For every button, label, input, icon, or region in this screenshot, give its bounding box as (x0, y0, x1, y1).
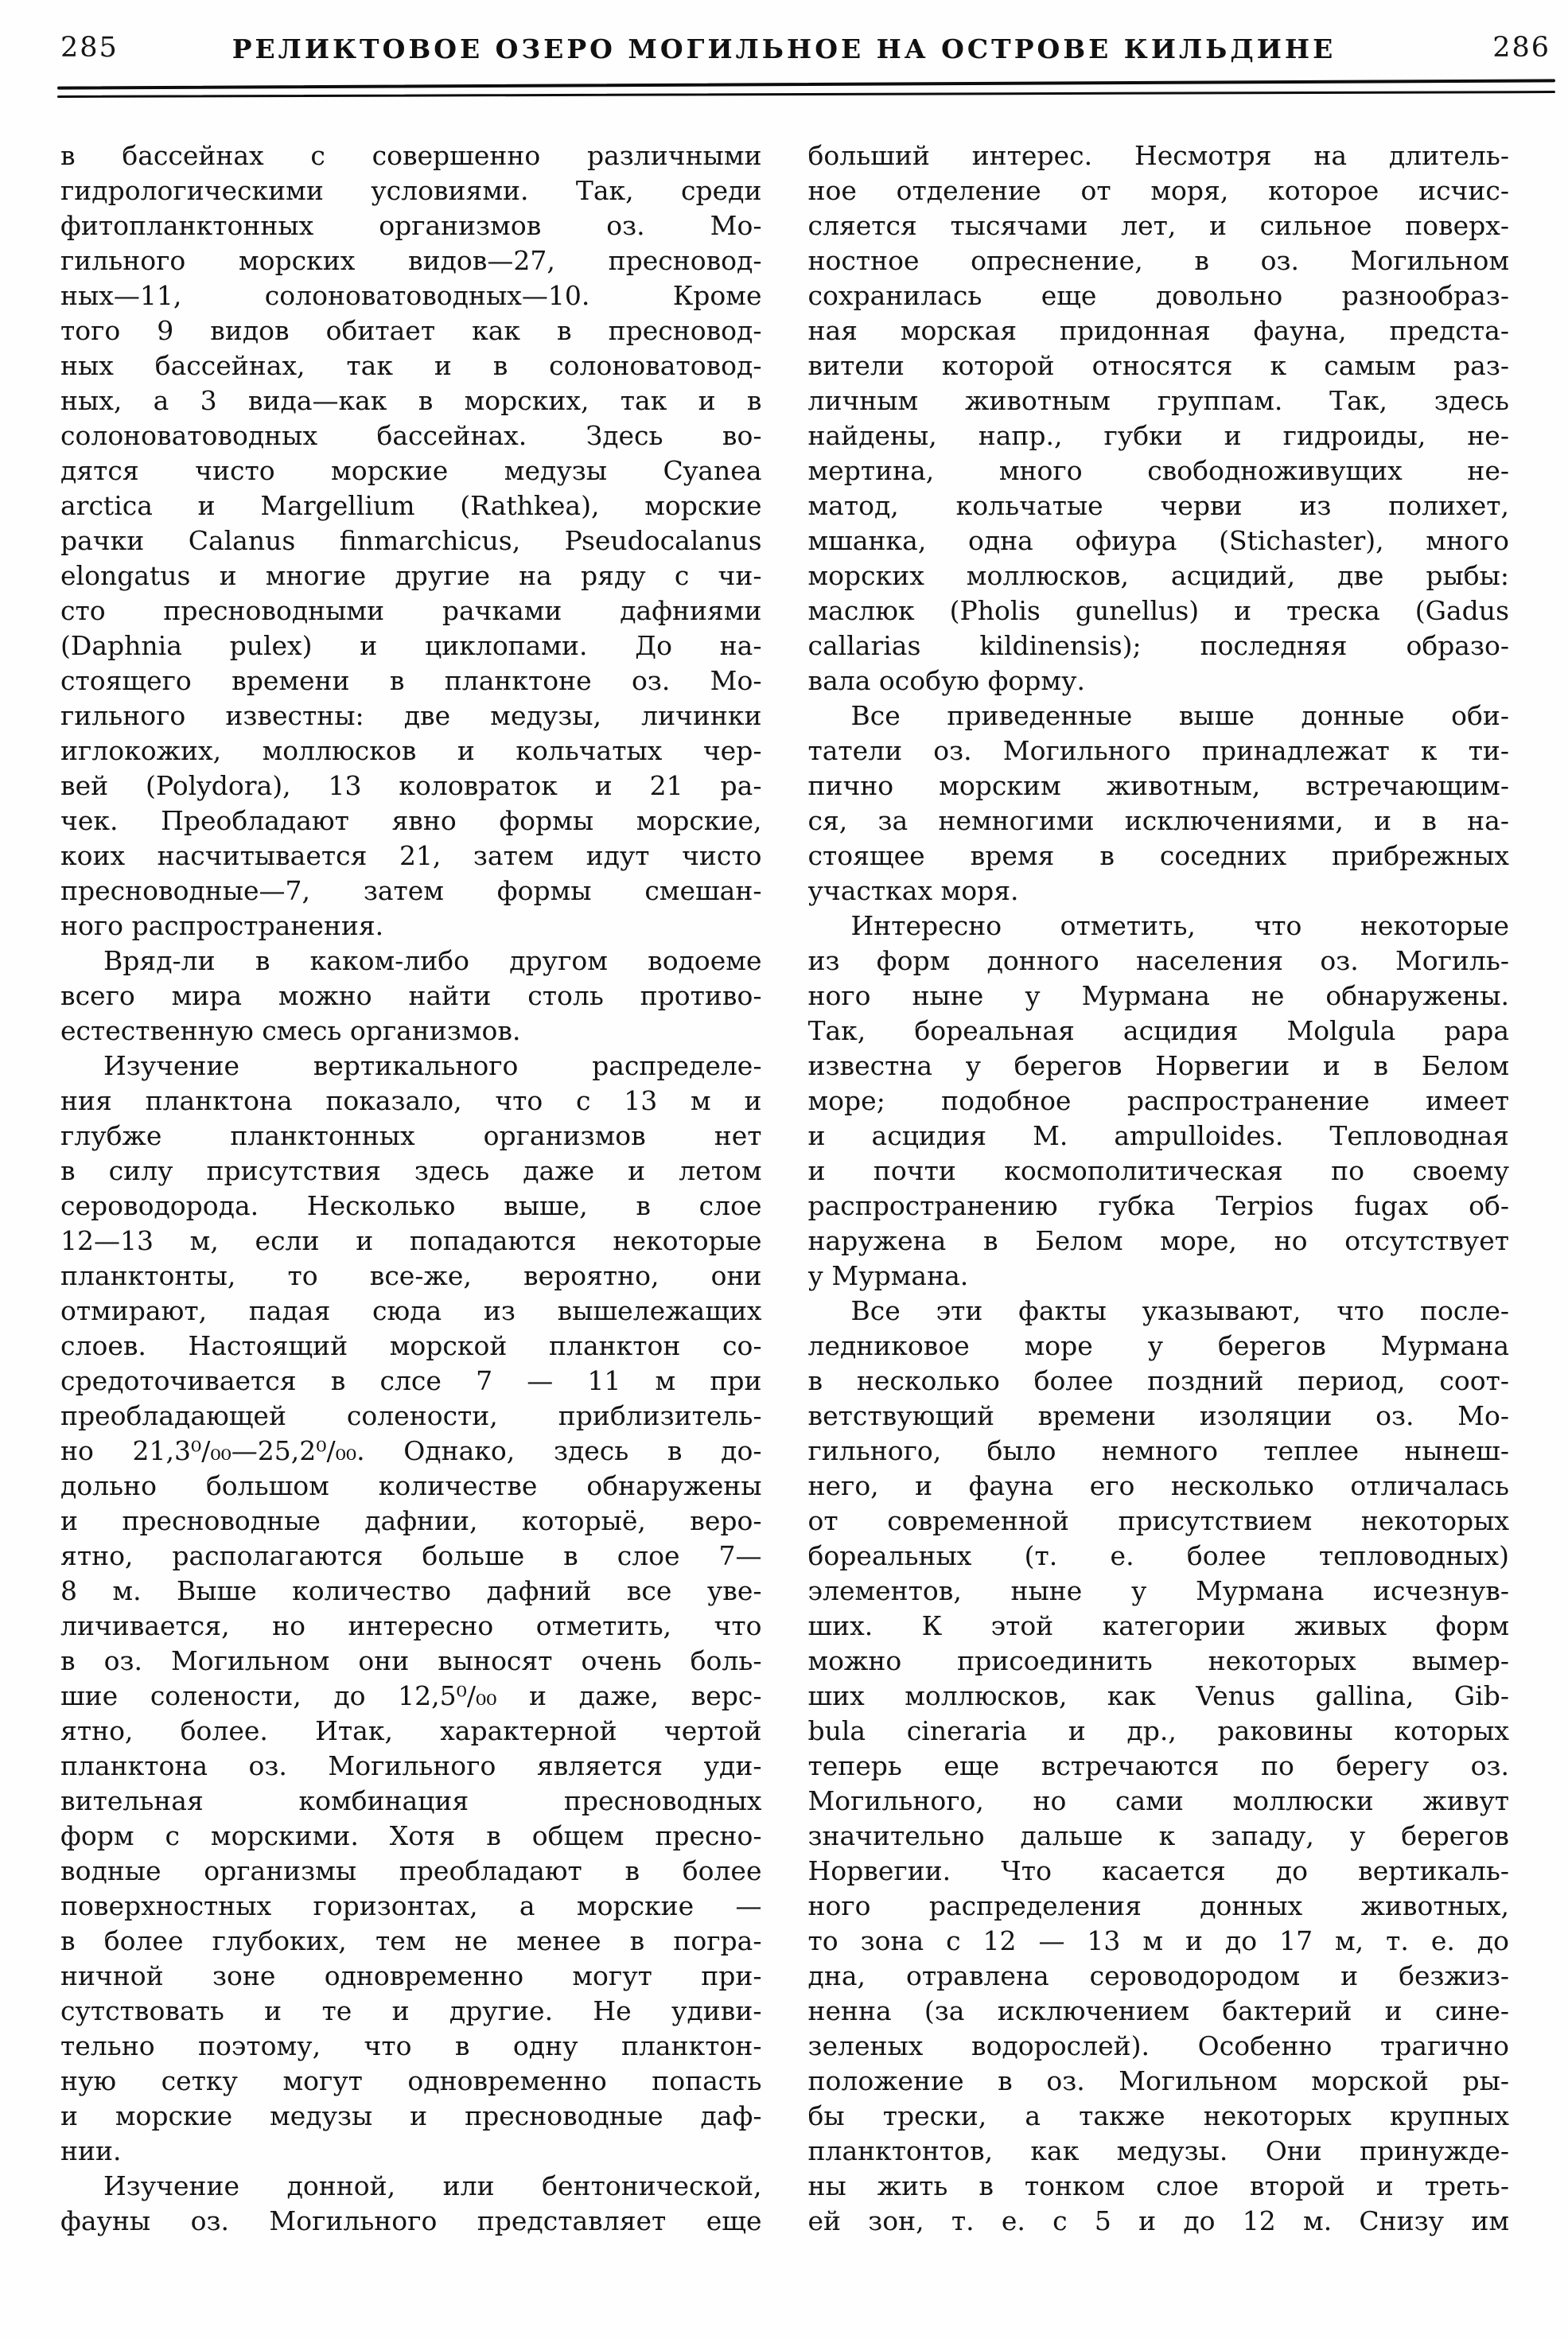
text-line: в оз. Могильном они выносят очень боль- (60, 1645, 762, 1676)
text-line: ших моллюсков, как Venus gallina, Gib- (807, 1680, 1509, 1711)
left-column (60, 138, 762, 2239)
text-line: ных бассейнах, так и в солоноватовод- (60, 350, 762, 381)
text-line: того 9 видов обитает как в пресновод- (60, 315, 762, 346)
text-line: Норвегии. Что касается до вертикаль- (807, 1855, 1509, 1886)
text-line: bula cineraria и др., раковины которых (807, 1715, 1509, 1746)
text-line: ная морская придонная фауна, предста- (807, 315, 1509, 346)
text-line: участках моря. (807, 875, 1019, 906)
text-line: рачки Calanus finmarchicus, Pseudocalanus (60, 525, 762, 556)
text-line: Могильного, но сами моллюски живут (807, 1785, 1509, 1816)
text-line: морских моллюсков, асцидий, две рыбы: (807, 560, 1509, 591)
text-line: ных, а 3 вида—как в морских, так и в (60, 385, 762, 416)
text-line: фауны оз. Могильного представляет еще (60, 2205, 762, 2236)
text-line: вей (Polydora), 13 коловраток и 21 ра- (60, 770, 762, 801)
text-line: ного распространения. (60, 910, 384, 941)
text-line: средоточивается в слсе 7 — 11 м при (60, 1365, 762, 1396)
text-line: сутствовать и те и другие. Не удиви- (60, 1995, 762, 2026)
text-line: от современной присутствием некоторых (807, 1505, 1509, 1536)
text-line: ничной зоне одновременно могут при- (60, 1960, 762, 1991)
text-line: фитопланктонных организмов оз. Мо- (60, 210, 762, 241)
text-line: планктонты, то все-же, вероятно, они (60, 1260, 762, 1291)
text-line: маслюк (Pholis gunellus) и треска (Gadus (807, 595, 1509, 626)
text-line: ное отделение от моря, которое исчис- (807, 175, 1509, 206)
text-line: глубже планктонных организмов нет (60, 1120, 762, 1151)
text-line: теперь еще встречаются по берегу оз. (807, 1750, 1509, 1781)
text-line: мшанка, одна офиура (Stichaster), много (807, 525, 1509, 556)
text-line: нии. (60, 2135, 122, 2166)
text-line: ностное опреснение, в оз. Могильном (807, 245, 1509, 276)
text-line: elongatus и многие другие на ряду с чи- (60, 560, 762, 591)
text-line: у Мурмана. (807, 1260, 969, 1291)
text-line: Вряд-ли в каком-либо другом водоеме (103, 945, 762, 976)
text-line: вительная комбинация пресноводных (60, 1785, 762, 1816)
text-line: матод, кольчатые черви из полихет, (807, 490, 1509, 521)
text-line: в более глубоких, тем не менее в погра- (60, 1925, 762, 1956)
text-line: ятно, более. Итак, характерной чертой (60, 1715, 762, 1746)
right-column (808, 138, 1510, 2239)
text-line: Все приведенные выше донные оби- (850, 700, 1509, 731)
text-line: него, и фауна его несколько отличалась (807, 1470, 1509, 1501)
text-line: вители которой относятся к самым раз- (807, 350, 1509, 381)
text-line: 12—13 м, если и попадаются некоторые (60, 1225, 762, 1256)
text-line: солоноватоводных бассейнах. Здесь во- (60, 420, 762, 451)
text-line: бореальных (т. е. более тепловодных) (807, 1540, 1509, 1571)
text-line: в бассейнах с совершенно различными (60, 140, 762, 171)
text-line: дольно большом количестве обнаружены (60, 1470, 762, 1501)
text-line: зеленых водорослей). Особенно трагично (807, 2030, 1509, 2061)
text-line: arctica и Margellium (Rathkea), морские (60, 490, 762, 521)
text-line: callarias kildinensis); последняя образо- (807, 630, 1509, 661)
text-line: гильного морских видов—27, пресновод- (60, 245, 762, 276)
text-line: преобладающей солености, приблизитель- (60, 1400, 762, 1431)
text-line: море; подобное распространение имеет (807, 1085, 1509, 1116)
text-line: Все эти факты указывают, что после- (850, 1295, 1509, 1326)
text-line: мертина, много свободноживущих не- (807, 455, 1509, 486)
text-line: ледниковое море у берегов Мурмана (807, 1330, 1509, 1361)
text-line: стоящее время в соседних прибрежных (807, 840, 1509, 871)
text-line: слоев. Настоящий морской планктон со- (60, 1330, 762, 1361)
page-header (0, 0, 1568, 121)
header-rule-top (57, 79, 1555, 89)
text-line: (Daphnia pulex) и циклопами. До на- (60, 630, 762, 661)
text-line: чек. Преобладают явно формы морские, (60, 805, 762, 836)
text-line: вала особую форму. (807, 665, 1085, 696)
text-line: известна у берегов Норвегии и в Белом (807, 1050, 1509, 1081)
text-line: значительно дальше к западу, у берегов (807, 1820, 1509, 1851)
text-line: ветствующий времени изоляции оз. Мо- (807, 1400, 1509, 1431)
text-line: и асцидия M. ampulloides. Тепловодная (807, 1120, 1509, 1151)
text-line: но 21,3⁰/₀₀—25,2⁰/₀₀. Однако, здесь в до- (60, 1435, 762, 1466)
text-line: татели оз. Могильного принадлежат к ти- (807, 735, 1509, 766)
text-line: и пресноводные дафнии, которыё, веро- (60, 1505, 762, 1536)
text-line: гильного известны: две медузы, личинки (60, 700, 762, 731)
text-line: всего мира можно найти столь противо- (60, 980, 762, 1011)
text-line: Так, бореальная асцидия Molgula papa (807, 1015, 1509, 1046)
text-line: распространению губка Terpios fugax об- (807, 1190, 1509, 1221)
text-line: элементов, ныне у Мурмана исчезнув- (807, 1575, 1509, 1606)
text-line: дятся чисто морские медузы Cyanea (60, 455, 762, 486)
text-line: наружена в Белом море, но отсутствует (807, 1225, 1509, 1256)
text-line: сохранилась еще довольно разнообраз- (807, 280, 1509, 311)
text-line: сляется тысячами лет, и сильное поверх- (807, 210, 1509, 241)
text-line: сто пресноводными рачками дафниями (60, 595, 762, 626)
text-line: сероводорода. Несколько выше, в слое (60, 1190, 762, 1221)
text-line: отмирают, падая сюда из вышележащих (60, 1295, 762, 1326)
header-rule-bottom (57, 91, 1555, 98)
text-line: пресноводные—7, затем формы смешан- (60, 875, 762, 906)
text-line: гильного, было немного теплее нынеш- (807, 1435, 1509, 1466)
text-line: шие солености, до 12,5⁰/₀₀ и даже, верс- (60, 1680, 762, 1711)
text-line: из форм донного населения оз. Могиль- (807, 945, 1509, 976)
text-line: личивается, но интересно отметить, что (60, 1610, 762, 1641)
text-line: в несколько более поздний период, соот- (807, 1365, 1509, 1396)
text-line: личным животным группам. Так, здесь (807, 385, 1509, 416)
text-line: больший интерес. Несмотря на длитель- (807, 140, 1509, 171)
text-line: ей зон, т. е. с 5 и до 12 м. Снизу им (807, 2205, 1509, 2236)
text-line: пично морским животным, встречающим- (807, 770, 1509, 801)
page-number-left: 285 (60, 32, 119, 64)
text-line: ятно, располагаются больше в слое 7— (60, 1540, 762, 1571)
text-line: положение в оз. Могильном морской ры- (807, 2065, 1509, 2096)
page-number-right: 286 (1492, 32, 1550, 64)
text-line: найдены, напр., губки и гидроиды, не- (807, 420, 1509, 451)
running-title: РЕЛИКТОВОЕ ОЗЕРО МОГИЛЬНОЕ НА ОСТРОВЕ КИЛЬДИНЕ (232, 33, 1336, 64)
text-line: тельно поэтому, что в одну планктон- (60, 2030, 762, 2061)
text-line: дна, отравлена сероводородом и безжиз- (807, 1960, 1509, 1991)
text-line: можно присоединить некоторых вымер- (807, 1645, 1509, 1676)
text-line: стоящего времени в планктоне оз. Мо- (60, 665, 762, 696)
text-line: ного распределения донных животных, (807, 1890, 1509, 1921)
text-line: гидрологическими условиями. Так, среди (60, 175, 762, 206)
text-line: Изучение вертикального распределе- (103, 1050, 762, 1081)
text-line: ненна (за исключением бактерий и сине- (807, 1995, 1509, 2026)
text-line: Изучение донной, или бентонической, (103, 2170, 762, 2201)
text-line: ших. К этой категории живых форм (807, 1610, 1509, 1641)
text-line: Интересно отметить, что некоторые (850, 910, 1509, 941)
text-line: и почти космополитическая по своему (807, 1155, 1509, 1186)
text-line: ную сетку могут одновременно попасть (60, 2065, 762, 2096)
text-line: в силу присутствия здесь даже и летом (60, 1155, 762, 1186)
text-line: естественную смесь организмов. (60, 1015, 521, 1046)
text-line: ния планктона показало, что с 13 м и (60, 1085, 762, 1116)
text-line: ся, за немногими исключениями, и в на- (807, 805, 1509, 836)
text-line: планктонтов, как медузы. Они принужде- (807, 2135, 1509, 2166)
text-line: и морские медузы и пресноводные даф- (60, 2100, 762, 2131)
text-line: поверхностных горизонтах, а морские — (60, 1890, 762, 1921)
text-line: 8 м. Выше количество дафний все уве- (60, 1575, 762, 1606)
text-line: то зона с 12 — 13 м и до 17 м, т. е. до (807, 1925, 1509, 1956)
text-line: коих насчитывается 21, затем идут чисто (60, 840, 762, 871)
text-line: ных—11, солоноватоводных—10. Кроме (60, 280, 762, 311)
text-line: бы трески, а также некоторых крупных (807, 2100, 1509, 2131)
text-line: ны жить в тонком слое второй и треть- (807, 2170, 1509, 2201)
text-line: форм с морскими. Хотя в общем пресно- (60, 1820, 762, 1851)
text-line: ного ныне у Мурмана не обнаружены. (807, 980, 1509, 1011)
text-line: водные организмы преобладают в более (60, 1855, 762, 1886)
text-line: планктона оз. Могильного является уди- (60, 1750, 762, 1781)
text-line: иглокожих, моллюсков и кольчатых чер- (60, 735, 762, 766)
page-body (60, 138, 1509, 2239)
